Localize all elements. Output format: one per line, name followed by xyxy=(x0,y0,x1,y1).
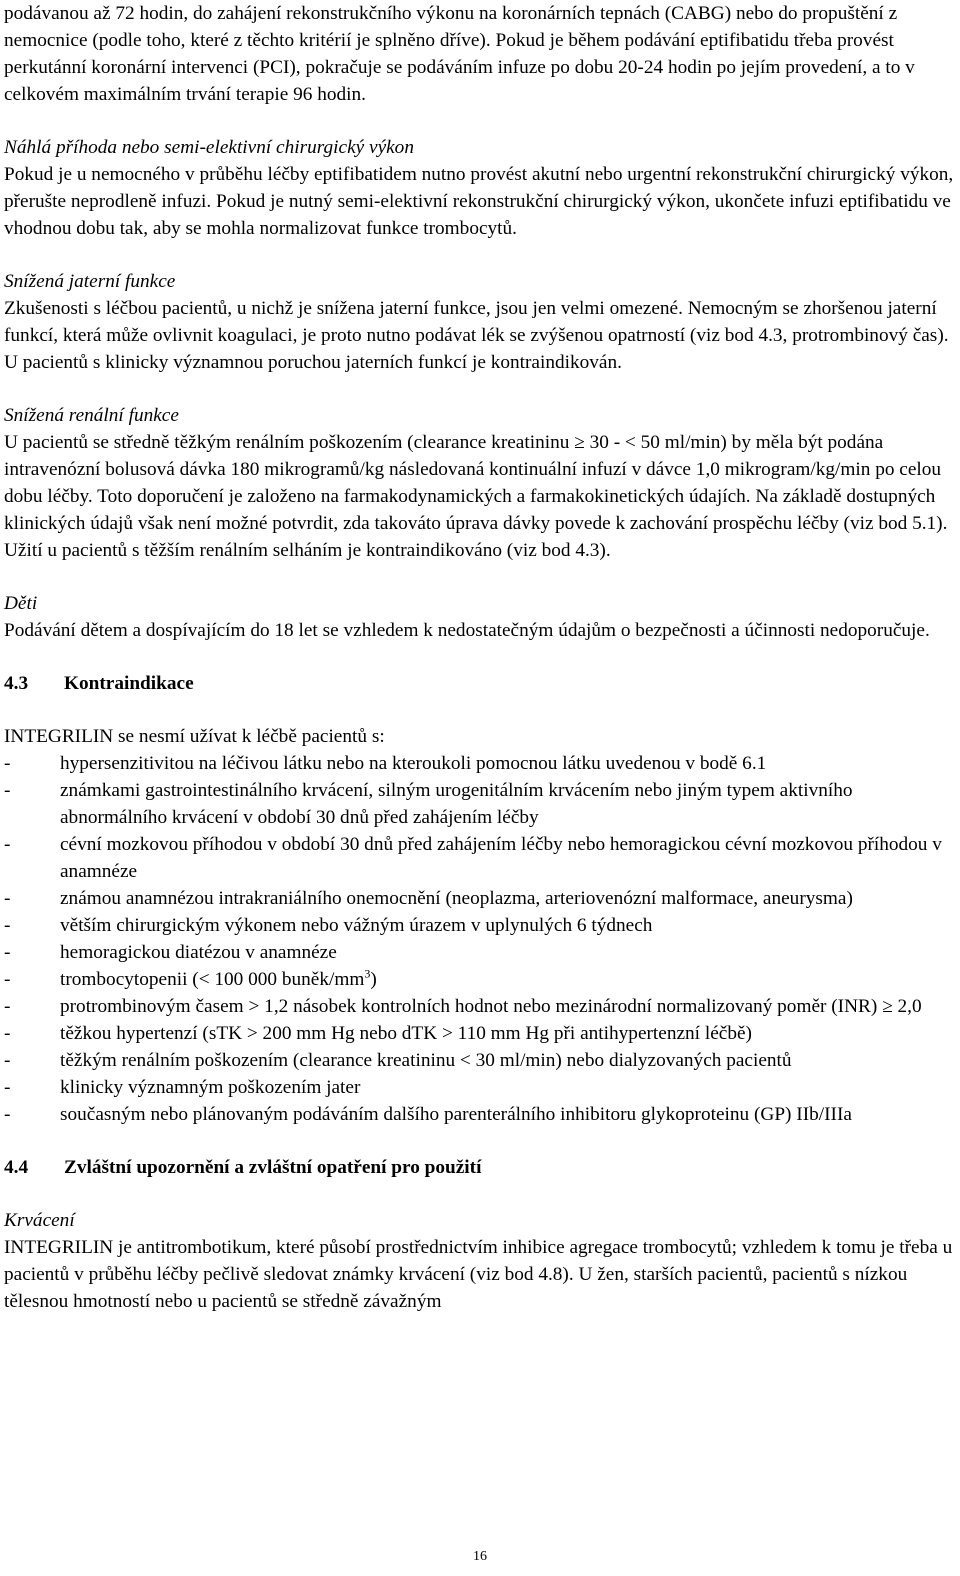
list-item-text: současným nebo plánovaným podáváním dalšího parenterálního inhibitoru glykoproteinu (GP) IIb/IIIa xyxy=(60,1104,852,1125)
dash-marker: - xyxy=(4,834,11,855)
section-4-3-title: Kontraindikace xyxy=(64,673,194,694)
list-item xyxy=(4,966,956,993)
list-item-text: těžkým renálním poškozením (clearance kreatininu < 30 ml/min) nebo dialyzovaných pacientů xyxy=(60,1050,792,1071)
section-4-4-number: 4.4 xyxy=(4,1157,29,1178)
dash-marker: - xyxy=(4,969,11,990)
surgery-section-text: Pokud je u nemocného v průběhu léčby eptifibatidem nutno provést akutní nebo urgentní rekonstrukční chirurgický výkon, přerušte neprodleně infuzi. Pokud je nutný semi-elektivní rekonstrukční chirurgický výkon, ukončete infuzi eptifibatidu ve vhodnou dobu tak, aby se mohla normalizovat funkce trombocytů. xyxy=(4,164,954,239)
dash-marker: - xyxy=(4,888,11,909)
list-item-text: známou anamnézou intrakraniálního onemocnění (neoplazma, arteriovenózní malformace, aneurysma) xyxy=(60,888,853,909)
list-item xyxy=(4,831,956,885)
dash-marker: - xyxy=(4,996,11,1017)
dash-marker: - xyxy=(4,753,11,774)
list-item xyxy=(4,1074,956,1101)
renal-text-after: 30 - < 50 ml/min) by měla být podána intravenózní bolusová dávka 180 mikrogramů/kg následovaná kontinuální infuzí v dávce 1,0 mikrogram/kg/min po celou dobu léčby. Toto doporučení je založeno na farmakodynamických a farmakokinetických údajích. Na základě dostupných klinických údajů však není možné potvrdit, zda takováto úprava dávky povede k zachování prospěchu léčby (viz bod 5.1). xyxy=(4,432,948,534)
list-item xyxy=(4,1047,956,1074)
document-page xyxy=(4,0,956,1315)
liver-section-title: Snížená jaterní funkce xyxy=(4,271,176,292)
bleeding-subtitle: Krvácení xyxy=(4,1210,75,1231)
renal-section-title: Snížená renální funkce xyxy=(4,405,179,426)
renal-text-before: U pacientů se středně těžkým renálním poškozením (clearance kreatininu xyxy=(4,432,575,453)
list-item-text: cévní mozkovou příhodou v období 30 dnů před zahájením léčby nebo hemoragickou cévní mozkovou příhodou v anamnéze xyxy=(60,834,942,882)
list-item-text: těžkou hypertenzí (sTK > 200 mm Hg nebo dTK > 110 mm Hg při antihypertenzní léčbě) xyxy=(60,1023,752,1044)
dash-marker: - xyxy=(4,780,11,801)
list-item-text: trombocytopenii (< 100 000 buněk/mm xyxy=(60,969,365,990)
list-item-text: známkami gastrointestinálního krvácení, silným urogenitálním krvácením nebo jiným typem aktivního abnormálního krvácení v období 30 dnů před zahájením léčby xyxy=(60,780,853,828)
dash-marker: - xyxy=(4,915,11,936)
list-item xyxy=(4,939,956,966)
list-item xyxy=(4,1101,956,1128)
section-4-4-heading xyxy=(4,1154,956,1181)
intro-paragraph: podávanou až 72 hodin, do zahájení rekonstrukčního výkonu na koronárních tepnách (CABG) nebo do propuštění z nemocnice (podle toho, které z těchto kritérií je splněno dříve). Pokud je během podávání eptifibatidu třeba provést perkutánní koronární intervenci (PCI), pokračuje se podáváním infuze po dobu 20-24 hodin po jejím provedení, a to v celkovém maximálním trvání terapie 96 hodin. xyxy=(4,3,915,105)
renal-section-text-2: Užití u pacientů s těžším renálním selháním je kontraindikováno (viz bod 4.3). xyxy=(4,540,611,561)
liver-section-text: Zkušenosti s léčbou pacientů, u nichž je snížena jaterní funkce, jsou jen velmi omezené. Nemocným se zhoršenou jaterní funkcí, která může ovlivnit koagulaci, je proto nutno podávat lék se zvýšenou opatrností (viz bod 4.3, protrombinový čas). U pacientů s klinicky významnou poruchou jaterních funkcí je kontraindikován. xyxy=(4,298,949,373)
bleeding-text: INTEGRILIN je antitrombotikum, které působí prostřednictvím inhibice agregace trombocytů; vzhledem k tomu je třeba u pacientů v průběhu léčby pečlivě sledovat známky krvácení (viz bod 4.8). U žen, starších pacientů, pacientů s nízkou tělesnou hmotností nebo u pacientů se středně závažným xyxy=(4,1237,953,1312)
list-item-text: klinicky významným poškozením jater xyxy=(60,1077,361,1098)
list-item-text: hemoragickou diatézou v anamnéze xyxy=(60,942,337,963)
list-item xyxy=(4,912,956,939)
dash-marker: - xyxy=(4,1077,11,1098)
list-item-text-end: 2,0 xyxy=(892,996,922,1017)
list-item xyxy=(4,750,956,777)
dash-marker: - xyxy=(4,1023,11,1044)
greater-equal-symbol: ≥ xyxy=(882,996,893,1017)
contraindication-list xyxy=(4,750,956,1128)
children-section-title: Děti xyxy=(4,593,38,614)
list-item-text: hypersenzitivitou na léčivou látku nebo na kteroukoli pomocnou látku uvedenou v bodě 6.1 xyxy=(60,753,767,774)
page-number: 16 xyxy=(473,1549,487,1564)
dash-marker: - xyxy=(4,1050,11,1071)
children-section-text: Podávání dětem a dospívajícím do 18 let se vzhledem k nedostatečným údajům o bezpečnosti a účinnosti nedoporučuje. xyxy=(4,620,930,641)
superscript: 3 xyxy=(364,966,371,981)
list-item xyxy=(4,777,956,831)
renal-section-text xyxy=(4,429,956,537)
section-4-4-title: Zvláštní upozornění a zvláštní opatření pro použití xyxy=(64,1157,482,1178)
dash-marker: - xyxy=(4,1104,11,1125)
list-item xyxy=(4,1020,956,1047)
list-item-text-end: ) xyxy=(370,969,377,990)
section-4-3-heading xyxy=(4,670,956,697)
list-item xyxy=(4,885,956,912)
surgery-section-title: Náhlá příhoda nebo semi-elektivní chirurgický výkon xyxy=(4,137,414,158)
list-item xyxy=(4,993,956,1020)
list-item-text: protrombinovým časem > 1,2 násobek kontrolních hodnot nebo mezinárodní normalizovaný poměr (INR) xyxy=(60,996,883,1017)
list-item-text: větším chirurgickým výkonem nebo vážným úrazem v uplynulých 6 týdnech xyxy=(60,915,653,936)
contraindication-intro: INTEGRILIN se nesmí užívat k léčbě pacientů s: xyxy=(4,726,385,747)
greater-equal-symbol: ≥ xyxy=(574,432,585,453)
dash-marker: - xyxy=(4,942,11,963)
section-4-3-number: 4.3 xyxy=(4,673,29,694)
